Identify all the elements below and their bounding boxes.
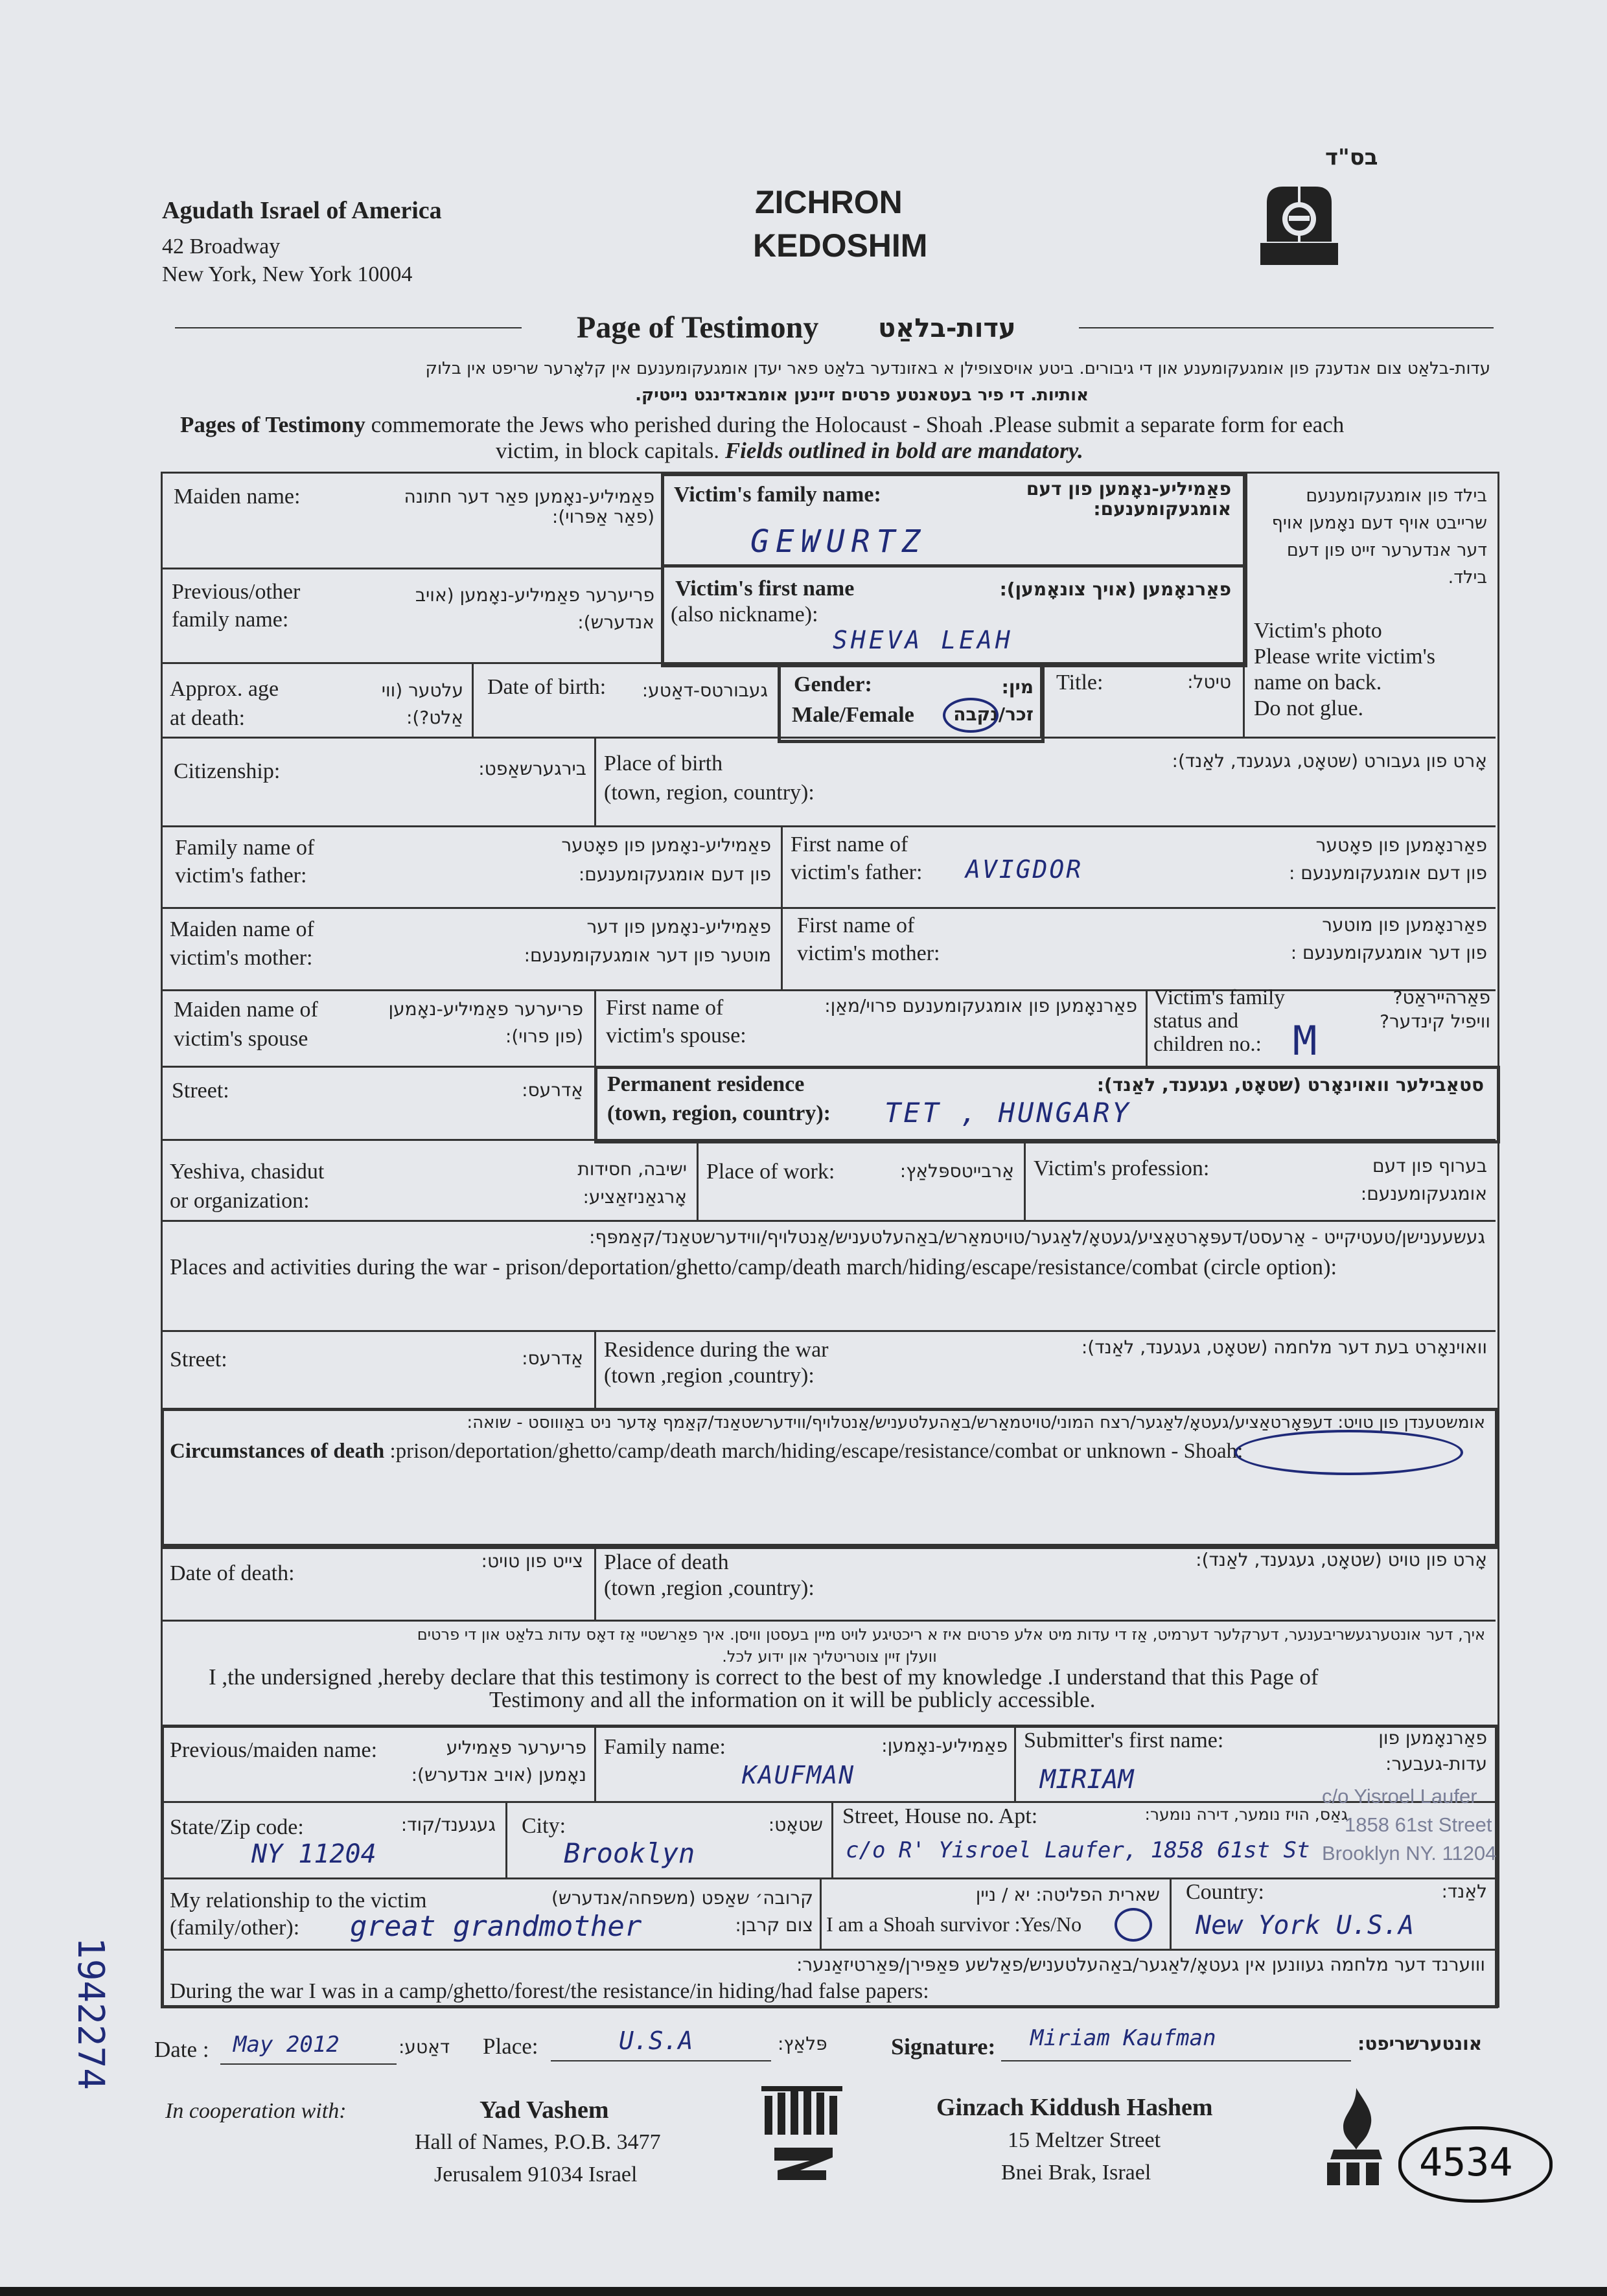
approx-age-label-he: עלטער (ווי אַלט?):: [381, 680, 463, 728]
yeshiva-label-2: or organization:: [170, 1189, 310, 1213]
permanent-residence-label-2: (town, region, country):: [607, 1101, 831, 1125]
street-apt-label-he: גאַס, הויז נומער, דירה נומער:: [1144, 1805, 1348, 1824]
yad-vashem-logo: [761, 2086, 849, 2193]
war-residence-label-2: (town ,region ,country):: [604, 1364, 815, 1388]
org-name: Agudath Israel of America: [162, 197, 442, 224]
date-of-death-label-he: צייט פון טויט:: [481, 1550, 583, 1572]
country-value[interactable]: New York U.S.A: [1196, 1911, 1415, 1940]
org-address-1: 42 Broadway: [162, 235, 281, 258]
page-title-he: עדות-בלאַט: [878, 314, 1016, 343]
page-title: Page of Testimony: [577, 310, 819, 345]
intro-english-1: Pages of Testimony commemorate the Jews who perished during the Holocaust - Shoah .Please submit a separate form for each: [180, 412, 1345, 437]
war-residence-label-he: וואוינאָרט בעת דער מלחמה (שטאָט, געגענד, לאַנד):: [1081, 1337, 1487, 1358]
place-of-birth-label-he: אָרט פון געבורט (שטאָט, געגענד, לאַנד):: [1172, 750, 1487, 772]
declaration-he-2: וועלן זיין צוטריטליך און ידוע לכל.: [722, 1647, 937, 1666]
city-label: City:: [522, 1814, 566, 1838]
declaration-he-1: איך, דער אונטערגעשריבענער, דערקלער דערמיט, אַז די עדות מיט אלע פרטים איז א ריכטיגע לויט מיין בעסטן וויסן. איך פאַרשטיי אַז דאָס עדות בלאַט און די פרטים: [417, 1626, 1485, 1644]
mother-first-label-he-2: פון דער אומגעקומענעם :: [1290, 942, 1487, 963]
signature-label: Signature:: [891, 2034, 996, 2060]
city-value[interactable]: Brooklyn: [564, 1837, 695, 1869]
signature-value[interactable]: Miriam Kaufman: [1030, 2025, 1216, 2051]
war-street-label: Street:: [170, 1348, 227, 1372]
address-stamp-3: Brooklyn NY. 11204: [1322, 1842, 1497, 1865]
victim-first-name-label-he: פאַרנאָמען (אויך צונאָמען):: [999, 579, 1231, 600]
ginzach-name: Ginzach Kiddush Hashem: [936, 2094, 1213, 2121]
date-label-he: דאַטע:: [399, 2036, 450, 2058]
victim-family-name-label: Victim's family name:: [674, 483, 881, 507]
yad-vashem-address-1: Hall of Names, P.O.B. 3477: [415, 2130, 661, 2154]
war-residence-label-1: Residence during the war: [604, 1338, 829, 1362]
maiden-name-label: Maiden name:: [174, 485, 301, 509]
spouse-maiden-label-he-1: פריערער פאַמיליע-נאָמען: [388, 998, 583, 1020]
title-zichron: ZICHRON: [755, 184, 903, 220]
photo-label-3: name on back.: [1254, 671, 1382, 695]
relationship-label-he-2: צום קרבן:: [735, 1914, 813, 1936]
family-status-label-3: children no.:: [1153, 1033, 1262, 1056]
mother-maiden-label-he-1: פאַמיליע-נאָמען פון דער: [586, 916, 771, 937]
sub-family-value[interactable]: KAUFMAN: [742, 1761, 855, 1789]
place-value[interactable]: U.S.A: [619, 2026, 693, 2055]
side-number: 1942274: [69, 1937, 111, 2091]
yad-vashem-name: Yad Vashem: [480, 2096, 609, 2124]
profession-label-he-1: בערוף פון דעם: [1372, 1155, 1487, 1177]
father-first-value[interactable]: AVIGDOR: [965, 855, 1083, 884]
date-of-death-label: Date of death:: [170, 1561, 295, 1585]
father-family-label-2: victim's father:: [175, 864, 307, 888]
approx-age-label-1: Approx. age: [170, 677, 279, 701]
country-label-he: לאַנד:: [1441, 1881, 1487, 1902]
survivor-no-circle: [1115, 1908, 1152, 1942]
places-activities-label: Places and activities during the war - prison/deportation/ghetto/camp/death march/hiding/escape/resistance/combat (circle option):: [170, 1255, 1337, 1280]
place-of-death-label-he: אָרט פון טויט (שטאָט, געגענד, לאַנד):: [1196, 1549, 1487, 1570]
gender-label-he: מין: זכר/נקבה: [953, 676, 1034, 725]
sub-previous-label-he-1: פריערער פאַמיליע: [446, 1737, 586, 1758]
mother-first-label-1: First name of: [797, 913, 915, 937]
mother-maiden-label-2: victim's mother:: [170, 946, 313, 970]
ginzach-address-2: Bnei Brak, Israel: [1001, 2161, 1151, 2185]
yeshiva-label-he-1: ישיבה, חסידות: [577, 1158, 687, 1180]
relationship-label-1: My relationship to the victim: [170, 1888, 427, 1912]
father-family-label-1: Family name of: [175, 836, 315, 860]
sub-first-value[interactable]: MIRIAM: [1040, 1765, 1134, 1795]
mother-maiden-label-1: Maiden name of: [170, 917, 314, 941]
photo-label-4: Do not glue.: [1254, 696, 1364, 720]
title-kedoshim: KEDOSHIM: [753, 227, 928, 264]
sub-first-label: Submitter's first name:: [1024, 1728, 1224, 1752]
title-label: Title:: [1056, 671, 1104, 695]
victim-family-name-value[interactable]: GEWURTZ: [750, 523, 927, 560]
spouse-maiden-label-1: Maiden name of: [174, 998, 318, 1022]
yeshiva-label-he-2: אָרגאַניזאַציע:: [583, 1186, 687, 1208]
city-label-he: שטאָט:: [768, 1814, 823, 1835]
family-status-label-he-1: פאַרהייראַט?: [1393, 987, 1490, 1008]
sub-previous-label: Previous/maiden name:: [170, 1738, 378, 1762]
bsd-mark: בס"ד: [1325, 144, 1378, 170]
place-of-death-label-2: (town ,region ,country):: [604, 1576, 815, 1600]
sub-first-label-he-1: פאַרנאָמען פון: [1378, 1727, 1487, 1749]
during-war-label-he: וווערנד דער מלחמה געוונען אין געטאָ/לאַגער/באַהעלטעניש/פאַלשע פּאַפּירן/פּאַרטיזאַנער:: [796, 1954, 1485, 1975]
place-of-birth-label-1: Place of birth: [604, 752, 723, 775]
father-family-label-he-2: פון דעם אומגעקומענעם:: [578, 864, 771, 885]
victim-first-name-value[interactable]: SHEVA LEAH: [833, 626, 1013, 654]
declaration-2: Testimony and all the information on it will be publicly accessible.: [489, 1687, 1096, 1712]
intro-yiddish-1: עדות-בלאַט צום אנדענק פון אומגעקומענע און די גיבורים. ביטע אויסצופילן א באזונדער בלאַט פאר יעדן אומגעקומענעם אין קלאָרער שריפט אין בלוק: [425, 360, 1490, 378]
survivor-label-he: שארית הפליטה: יא / ניין: [975, 1884, 1160, 1905]
sub-first-label-he-2: עדות-געבער:: [1385, 1753, 1487, 1774]
maiden-name-label-he: פאַמיליע-נאָמען פאַר דער חתונה (פאַר אַפּרוי):: [404, 486, 654, 527]
menorah-logo-icon: [761, 2086, 849, 2190]
cooperation-label: In cooperation with:: [165, 2099, 347, 2123]
date-of-birth-label-he: געבורטס-דאַטע:: [642, 680, 768, 701]
spouse-first-label-2: victim's spouse:: [606, 1024, 746, 1048]
victim-family-name-label-he: פאַמיליע-נאָמען פון דעם אומגעקומענעם:: [1026, 478, 1231, 520]
flame-logo-icon: [1321, 2085, 1392, 2188]
org-address-2: New York, New York 10004: [162, 262, 413, 286]
street-apt-label: Street, House no. Apt:: [842, 1804, 1038, 1828]
spouse-first-label-1: First name of: [606, 996, 724, 1020]
place-label: Place:: [483, 2034, 538, 2059]
during-war-label: During the war I was in a camp/ghetto/forest/the resistance/in hiding/had false papers:: [170, 1979, 929, 2003]
father-first-label-1: First name of: [791, 832, 908, 856]
date-label: Date :: [154, 2037, 209, 2062]
doc-number: 4534: [1419, 2140, 1513, 2185]
signature-label-he: אונטערשריפט:: [1358, 2033, 1483, 2054]
intro-english-2: victim, in block capitals. Fields outlined in bold are mandatory.: [496, 438, 1083, 463]
victim-first-name-label-2: (also nickname):: [671, 603, 818, 626]
relationship-label-he-1: קרובה׳ שאַפט (משפחה/אנדערש): [551, 1887, 813, 1909]
family-status-value[interactable]: M: [1293, 1017, 1317, 1064]
permanent-residence-label-1: Permanent residence: [607, 1072, 805, 1096]
father-first-label-2: victim's father:: [791, 860, 923, 884]
spouse-maiden-label-he-2: (פון פרוי):: [505, 1026, 583, 1047]
profession-label: Victim's profession:: [1034, 1156, 1210, 1180]
citizenship-label-he: בירגערשאַפט:: [478, 758, 586, 779]
father-first-label-he-2: פון דעם אומגעקומענעם :: [1288, 862, 1487, 884]
unknown-circle: [1234, 1430, 1463, 1475]
sub-family-label: Family name:: [604, 1735, 726, 1759]
ginzach-logo: [1321, 2085, 1392, 2192]
places-activities-label-he: געשעענישן/טעטיקייט - אַרעסט/דעפּאָרטאַציע/געטאָ/לאַגער/טויטמאַרש/באַהעלטעניש/אַנטלויף/ווידערשטאַנד/קאַמפּף:: [588, 1226, 1485, 1248]
spouse-first-label-he: פאַרנאָמען פון אומגעקומענעם פרוי/מאַן:: [824, 995, 1137, 1016]
photo-label-1: Victim's photo: [1254, 619, 1382, 643]
father-family-label-he-1: פאַמיליע-נאָמען פון פאָטער: [561, 834, 771, 856]
declaration-1: I ,the undersigned ,hereby declare that this testimony is correct to the best of my knowledge .I understand that this Page of: [209, 1664, 1319, 1690]
gender-label-2: Male/Female: [792, 703, 914, 727]
circumstances-label-he: אומשטענדן פון טויט: דעפּאָרטאַציע/געטאָ/לאַגער/רצח המוני/טויטמאַרש/באַהעלטעניש/אַנטלויף/ווידערשטאַנד/קאַמף אָדער ניט באַוווסט - שואה:: [467, 1413, 1485, 1432]
permanent-residence-label-he: סטאַבילער וואוינאָרט (שטאָט, געגענד, לאַנד):: [1096, 1074, 1484, 1096]
father-first-label-he-1: פאַרנאָמען פון פאָטער: [1315, 834, 1487, 856]
family-status-label-1: Victim's family: [1153, 986, 1285, 1009]
survivor-label: I am a Shoah survivor :Yes/No: [826, 1912, 1082, 1936]
place-of-birth-label-2: (town, region, country):: [604, 781, 815, 805]
date-value[interactable]: May 2012: [233, 2032, 340, 2058]
victim-first-name-label-1: Victim's first name: [675, 577, 855, 601]
photo-instructions-he: בילד פון אומגעקומענעם שרייבט אויף דעם נאָמען אויף דער אנדערער זייט פון דעם בילד.: [1271, 486, 1487, 588]
spouse-maiden-label-2: victim's spouse: [174, 1027, 308, 1051]
permanent-residence-value[interactable]: TET , HUNGARY: [884, 1097, 1131, 1129]
intro-yiddish-2: אותיות. די פיר בעטאנטע פרטים זיינען אומבאדינגט נייטיק.: [635, 385, 1089, 405]
previous-family-name-label-he: פריערער פאַמיליע-נאָמען (אויב אנדערש):: [415, 584, 654, 633]
circumstances-label: Circumstances of death :prison/deportation/ghetto/camp/death march/hiding/escape/resistance/combat or unknown - Shoah:: [170, 1440, 1243, 1463]
previous-family-name-label-1: Previous/other: [172, 580, 301, 604]
state-zip-label: State/Zip code:: [170, 1815, 304, 1839]
date-of-birth-label: Date of birth:: [487, 675, 607, 699]
address-stamp-1: c/o Yisroel Laufer: [1322, 1785, 1477, 1808]
organization-logo: [1260, 183, 1338, 271]
gender-circle: [943, 698, 999, 733]
citizenship-label: Citizenship:: [174, 759, 281, 783]
family-status-label-he-2: וויפיל קינדער?: [1380, 1011, 1490, 1032]
previous-family-name-label-2: family name:: [172, 608, 289, 632]
street-apt-value[interactable]: c/o R' Yisroel Laufer, 1858 61st St: [846, 1837, 1310, 1863]
ginzach-address-1: 15 Meltzer Street: [1008, 2128, 1161, 2152]
place-of-work-label: Place of work:: [706, 1160, 835, 1184]
family-status-label-2: status and: [1153, 1009, 1239, 1033]
sub-previous-label-he-2: נאָמען (אויב אנדערש):: [411, 1764, 586, 1785]
relationship-value[interactable]: great grandmother: [350, 1910, 642, 1943]
state-zip-label-he: געגענד/קוד:: [400, 1814, 496, 1835]
photo-label-2: Please write victim's: [1254, 645, 1435, 669]
gender-label-1: Gender:: [794, 672, 872, 696]
approx-age-label-2: at death:: [170, 706, 246, 730]
country-label: Country:: [1186, 1880, 1264, 1904]
relationship-label-2: (family/other):: [170, 1916, 300, 1940]
sub-family-label-he: פאַמיליע-נאָמען:: [881, 1735, 1008, 1756]
state-zip-value[interactable]: NY 11204: [251, 1839, 376, 1869]
street-label: Street:: [172, 1079, 229, 1103]
profession-label-he-2: אומגעקומענעם:: [1360, 1183, 1487, 1204]
place-of-work-label-he: אַרבייטספּלאַץ:: [899, 1160, 1014, 1182]
title-label-he: טיטל:: [1187, 671, 1231, 693]
place-label-he: פּלאַץ:: [778, 2033, 827, 2054]
place-of-death-label-1: Place of death: [604, 1550, 729, 1574]
mother-first-label-2: victim's mother:: [797, 941, 940, 965]
street-label-he: אַדרעס:: [522, 1079, 583, 1101]
yeshiva-label-1: Yeshiva, chasidut: [170, 1160, 325, 1184]
mother-first-label-he-1: פאַרנאָמען פון מוטער: [1322, 914, 1487, 936]
mother-maiden-label-he-2: מוטער פון דער אומגעקומענעם:: [524, 945, 771, 966]
address-stamp-2: 1858 61st Street: [1345, 1813, 1492, 1836]
war-street-label-he: אַדרעס:: [522, 1348, 583, 1369]
tablets-logo-icon: [1260, 183, 1338, 268]
yad-vashem-address-2: Jerusalem 91034 Israel: [434, 2163, 638, 2187]
